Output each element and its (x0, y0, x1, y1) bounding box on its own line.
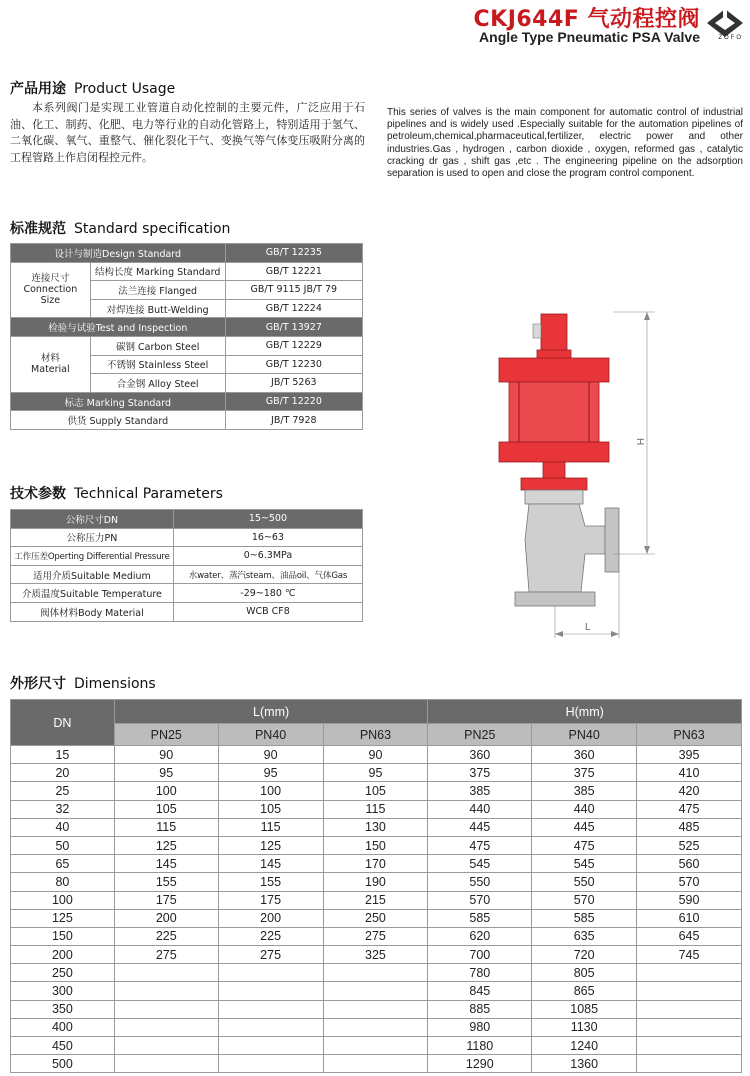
dimension-cell (637, 1000, 742, 1018)
dimension-cell: 570 (637, 873, 742, 891)
dimension-cell: 275 (218, 946, 323, 964)
dimension-cell (218, 1000, 323, 1018)
dimension-cell: 475 (637, 800, 742, 818)
dimension-cell (218, 1037, 323, 1055)
dimension-cell (114, 1037, 218, 1055)
section-heading-standard: 标准规范 Standard specification (10, 221, 231, 237)
dimension-cell: 225 (218, 927, 323, 945)
dimension-cell: 395 (637, 746, 742, 764)
dimension-cell (323, 1018, 428, 1036)
dimension-cell (637, 982, 742, 1000)
dimension-cell: 125 (114, 836, 218, 854)
dimension-cell: 95 (218, 764, 323, 782)
table-row: 公称尺寸DN 15~500 (11, 510, 363, 529)
usage-text-en: This series of valves is the main component for automatic control of industrial pipelines and is widely used .Especially suitable for the automation pipelines of petroleum,chemical,pharmaceutical,fertilizer, electric power and other industries.Gas , hydrogen , carbon dioxide , oxygen, reformed gas , catalytic cracking dr gas , shift gas ,etc . The engineering pipeline on the adsorption separation is used to open and close the program control component. (387, 107, 743, 180)
h-dimension-label: H (634, 438, 645, 446)
dimensions-table (10, 699, 742, 1073)
dimension-cell: 375 (532, 764, 637, 782)
dimension-cell: 225 (114, 927, 218, 945)
table-row (11, 800, 742, 818)
dn-cell: 50 (11, 836, 115, 854)
dimension-cell (218, 1018, 323, 1036)
dimension-cell: 115 (114, 818, 218, 836)
dimension-cell: 155 (218, 873, 323, 891)
dn-cell: 20 (11, 764, 115, 782)
dimension-cell (637, 964, 742, 982)
dimension-cell: 385 (532, 782, 637, 800)
dimension-cell: 550 (428, 873, 532, 891)
page-subtitle: Angle Type Pneumatic PSA Valve (479, 29, 700, 45)
section-heading-usage: 产品用途 Product Usage (10, 81, 176, 97)
table-row (11, 764, 742, 782)
table-row (11, 836, 742, 854)
dn-cell: 350 (11, 1000, 115, 1018)
dimension-cell: 95 (114, 764, 218, 782)
dimension-cell (637, 1018, 742, 1036)
table-row (11, 909, 742, 927)
dimension-cell: 115 (323, 800, 428, 818)
section-heading-technical: 技术参数 Technical Parameters (10, 486, 223, 502)
dimension-cell: 980 (428, 1018, 532, 1036)
dimension-cell: 585 (428, 909, 532, 927)
dimension-cell: 570 (532, 891, 637, 909)
dimension-cell: 360 (428, 746, 532, 764)
dimension-cell: 215 (323, 891, 428, 909)
table-row (11, 782, 742, 800)
dimension-cell: 90 (218, 746, 323, 764)
dimension-cell: 745 (637, 946, 742, 964)
dimension-cell: 190 (323, 873, 428, 891)
dn-cell: 80 (11, 873, 115, 891)
dimension-cell (114, 1018, 218, 1036)
dimension-cell: 145 (114, 855, 218, 873)
dimension-cell: 440 (532, 800, 637, 818)
dimension-cell: 250 (323, 909, 428, 927)
dimension-cell: 90 (323, 746, 428, 764)
dimension-cell: 420 (637, 782, 742, 800)
dimension-cell: 1240 (532, 1037, 637, 1055)
dimension-cell: 125 (218, 836, 323, 854)
dimension-cell (114, 982, 218, 1000)
dimension-cell: 325 (323, 946, 428, 964)
table-row: 材料 Material 碳钢 Carbon Steel GB/T 12229 (11, 336, 363, 355)
dimension-cell: 545 (532, 855, 637, 873)
dimension-cell: 375 (428, 764, 532, 782)
table-header-row (11, 700, 742, 724)
table-row (11, 1037, 742, 1055)
dimension-cell: 115 (218, 818, 323, 836)
page-title: CKJ644F 气动程控阀 (473, 7, 700, 32)
dn-cell: 15 (11, 746, 115, 764)
table-row (11, 964, 742, 982)
dimension-cell (323, 964, 428, 982)
dimension-cell: 385 (428, 782, 532, 800)
dimension-cell (218, 1055, 323, 1073)
l-header: L(mm) (114, 700, 428, 724)
dn-cell: 500 (11, 1055, 115, 1073)
table-row (11, 1000, 742, 1018)
dimension-cell: 885 (428, 1000, 532, 1018)
dimension-cell: 1290 (428, 1055, 532, 1073)
table-row: 连接尺寸 Connection Size 结构长度 Marking Standard GB/T 12221 (11, 262, 363, 281)
table-row: 设计与制造Design Standard GB/T 12235 (11, 244, 363, 263)
table-row (11, 873, 742, 891)
h-header: H(mm) (428, 700, 742, 724)
dimension-cell (218, 964, 323, 982)
dimension-cell: 145 (218, 855, 323, 873)
dn-cell: 100 (11, 891, 115, 909)
dimension-cell: 90 (114, 746, 218, 764)
dimension-cell: 445 (428, 818, 532, 836)
dimension-cell (323, 1055, 428, 1073)
l-dimension-label: L (585, 622, 591, 633)
table-row (11, 891, 742, 909)
dn-cell: 125 (11, 909, 115, 927)
dimension-cell (323, 1037, 428, 1055)
table-row (11, 1055, 742, 1073)
dn-cell: 400 (11, 1018, 115, 1036)
dimension-cell: 105 (323, 782, 428, 800)
dimension-cell: 590 (637, 891, 742, 909)
table-row: 不锈钢 Stainless Steel GB/T 12230 (11, 355, 363, 374)
dn-cell: 150 (11, 927, 115, 945)
usage-text-cn: 本系列阀门是实现工业管道自动化控制的主要元件，广泛应用于石油、化工、制药、化肥、电力等行业的自动化管路上，特别适用于氢气、二氧化碳、氧气、重整气、催化裂化干气、变换气等气体变压吸附分离的工程管路上作启闭程控元件。 (10, 101, 365, 164)
dn-cell: 250 (11, 964, 115, 982)
table-row: 工作压差Operting Differential Pressure 0~6.3MPa (11, 547, 363, 566)
table-row: 检验与试验Test and Inspection GB/T 13927 (11, 318, 363, 337)
dimension-cell: 845 (428, 982, 532, 1000)
dimension-cell: 1180 (428, 1037, 532, 1055)
dimension-cell (637, 1055, 742, 1073)
dimension-cell: 440 (428, 800, 532, 818)
dimension-cell: 700 (428, 946, 532, 964)
dimension-cell: 545 (428, 855, 532, 873)
dimension-cell: 525 (637, 836, 742, 854)
table-row (11, 1018, 742, 1036)
dimension-cell: 610 (637, 909, 742, 927)
dn-cell: 25 (11, 782, 115, 800)
dimension-cell (218, 982, 323, 1000)
dimension-cell: 445 (532, 818, 637, 836)
dimension-cell (323, 1000, 428, 1018)
dimension-cell: 200 (114, 909, 218, 927)
dimension-cell: 475 (428, 836, 532, 854)
dimension-cell: 175 (218, 891, 323, 909)
dimension-cell (323, 982, 428, 1000)
table-row: 对焊连接 Butt-Welding GB/T 12224 (11, 299, 363, 318)
dimension-cell: 560 (637, 855, 742, 873)
dimension-cell: 780 (428, 964, 532, 982)
table-row: 法兰连接 Flanged GB/T 9115 JB/T 79 (11, 281, 363, 300)
dimension-cell (114, 964, 218, 982)
dimension-cell: 570 (428, 891, 532, 909)
dimension-cell: 1130 (532, 1018, 637, 1036)
dn-cell: 40 (11, 818, 115, 836)
dimension-cell: 485 (637, 818, 742, 836)
material-group: 材料 Material (11, 336, 91, 392)
dimension-cell (637, 1037, 742, 1055)
dimension-cell (114, 1055, 218, 1073)
valve-drawing (495, 300, 675, 645)
table-row (11, 746, 742, 764)
dimension-cell: 105 (218, 800, 323, 818)
dimension-cell (114, 1000, 218, 1018)
dimension-cell: 200 (218, 909, 323, 927)
connection-size-group: 连接尺寸 Connection Size (11, 262, 91, 318)
dimension-cell: 410 (637, 764, 742, 782)
table-subheader-row: PN25 PN40 PN63 PN25 PN40 PN63 (11, 724, 742, 746)
dimension-cell: 155 (114, 873, 218, 891)
dimension-cell: 475 (532, 836, 637, 854)
dimension-cell: 130 (323, 818, 428, 836)
section-heading-dimensions: 外形尺寸 Dimensions (10, 676, 156, 692)
table-row (11, 946, 742, 964)
table-row: 适用介质Suitable Medium 水water、蒸汽steam、油品oil、气体Gas (11, 565, 363, 584)
dimension-cell: 105 (114, 800, 218, 818)
dimension-cell: 585 (532, 909, 637, 927)
dimension-cell: 805 (532, 964, 637, 982)
dimension-cell: 100 (114, 782, 218, 800)
dimension-cell: 275 (114, 946, 218, 964)
dn-cell: 300 (11, 982, 115, 1000)
dimension-cell: 635 (532, 927, 637, 945)
dimension-cell: 620 (428, 927, 532, 945)
table-row: 介质温度Suitable Temperature -29~180 ℃ (11, 584, 363, 603)
table-row (11, 982, 742, 1000)
technical-parameters-table (10, 509, 363, 622)
dimension-cell: 150 (323, 836, 428, 854)
standard-spec-table (10, 243, 363, 430)
dimension-cell: 175 (114, 891, 218, 909)
dn-cell: 200 (11, 946, 115, 964)
dimension-cell: 1085 (532, 1000, 637, 1018)
dimension-cell: 1360 (532, 1055, 637, 1073)
logo-text: ZOFO (718, 35, 743, 41)
dimension-cell: 865 (532, 982, 637, 1000)
dimension-cell: 95 (323, 764, 428, 782)
table-row: 供货 Supply Standard JB/T 7928 (11, 411, 363, 430)
dn-header: DN (11, 700, 115, 746)
table-row (11, 818, 742, 836)
table-row: 合金钢 Alloy Steel JB/T 5263 (11, 374, 363, 393)
dn-cell: 65 (11, 855, 115, 873)
dimension-cell: 645 (637, 927, 742, 945)
table-row: 阀体材料Body Material WCB CF8 (11, 602, 363, 621)
dimension-cell: 360 (532, 746, 637, 764)
dimension-cell: 170 (323, 855, 428, 873)
table-row (11, 927, 742, 945)
dn-cell: 32 (11, 800, 115, 818)
table-row: 公称压力PN 16~63 (11, 528, 363, 547)
dimension-cell: 100 (218, 782, 323, 800)
dimension-cell: 550 (532, 873, 637, 891)
dimension-cell: 720 (532, 946, 637, 964)
table-row (11, 855, 742, 873)
dimension-cell: 275 (323, 927, 428, 945)
dn-cell: 450 (11, 1037, 115, 1055)
table-row: 标志 Marking Standard GB/T 12220 (11, 392, 363, 411)
